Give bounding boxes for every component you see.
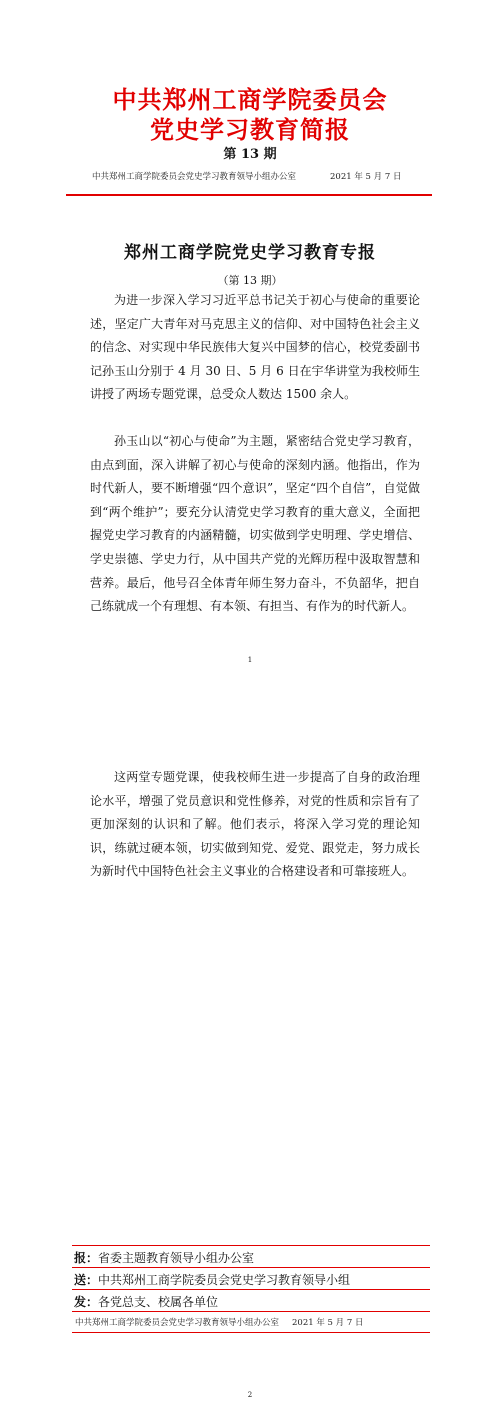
footer-line bbox=[72, 1332, 430, 1333]
article-subtitle: （第 13 期） bbox=[217, 274, 283, 287]
report-label: 报： bbox=[74, 1251, 99, 1265]
page-number-1: 1 bbox=[247, 656, 253, 664]
issue-number: 第 13 期 bbox=[223, 147, 277, 162]
article-title: 郑州工商学院党史学习教育专报 bbox=[124, 243, 376, 263]
header-divider bbox=[66, 194, 432, 196]
footer-org: 中共郑州工商学院委员会党史学习教育领导小组办公室 bbox=[75, 1318, 280, 1328]
issue-recipient: 各党总支、校属各单位 bbox=[98, 1295, 219, 1309]
send-label: 送： bbox=[74, 1273, 99, 1287]
distribution-issue bbox=[74, 1293, 218, 1310]
masthead-title: 中共郑州工商学院委员会 bbox=[112, 86, 388, 114]
issue-label: 发： bbox=[74, 1295, 99, 1309]
distribution-send bbox=[74, 1271, 350, 1288]
header-date: 2021 年 5 月 7 日 bbox=[330, 172, 402, 182]
distribution-line-1 bbox=[72, 1267, 430, 1268]
paragraph-3: 这两堂专题党课，使我校师生进一步提高了自身的政治理论水平，增强了党员意识和党性修养，对党的性质和宗旨有了更加深刻的认识和了解。他们表示，将深入学习党的理论知识，练就过硬本领，切实做到知党、爱党、跟党走，努力成长为新时代中国特色社会主义事业的合格建设者和可靠接班人。 bbox=[90, 770, 420, 879]
report-recipient: 省委主题教育领导小组办公室 bbox=[98, 1251, 255, 1265]
distribution-top-line bbox=[72, 1245, 430, 1246]
distribution-line-2 bbox=[72, 1289, 430, 1290]
page-number-2: 2 bbox=[247, 1391, 253, 1399]
footer-date: 2021 年 5 月 7 日 bbox=[292, 1318, 364, 1328]
send-recipient: 中共郑州工商学院委员会党史学习教育领导小组 bbox=[98, 1273, 351, 1287]
distribution-line-3 bbox=[72, 1311, 430, 1312]
paragraph-1: 为进一步深入学习习近平总书记关于初心与使命的重要论述，坚定广大青年对马克思主义的信仰、对中国特色社会主义的信念、对实现中华民族伟大复兴中国梦的信心，校党委副书记孙玉山分别于 4 月 30 日、5 月 6 日在宇华讲堂为我校师生讲授了两场专题党课，总受众人数达 1500 余人。 bbox=[90, 293, 420, 402]
distribution-report bbox=[74, 1249, 254, 1266]
paragraph-2: 孙玉山以“初心与使命”为主题，紧密结合党史学习教育，由点到面，深入讲解了初心与使命的深刻内涵。他指出，作为时代新人，要不断增强“四个意识”，坚定“四个自信”，自觉做到“两个维护”；要充分认清党史学习教育的重大意义，全面把握党史学习教育的内涵精髓，切实做到学史明理、学史增信、学史崇德、学史力行，从中国共产党的光辉历程中汲取智慧和营养。最后，他号召全体青年师生努力奋斗，不负韶华，把自己练就成一个有理想、有本领、有担当、有作为的时代新人。 bbox=[90, 434, 420, 614]
header-org: 中共郑州工商学院委员会党史学习教育领导小组办公室 bbox=[92, 172, 297, 182]
masthead-subtitle: 党史学习教育简报 bbox=[150, 116, 350, 144]
